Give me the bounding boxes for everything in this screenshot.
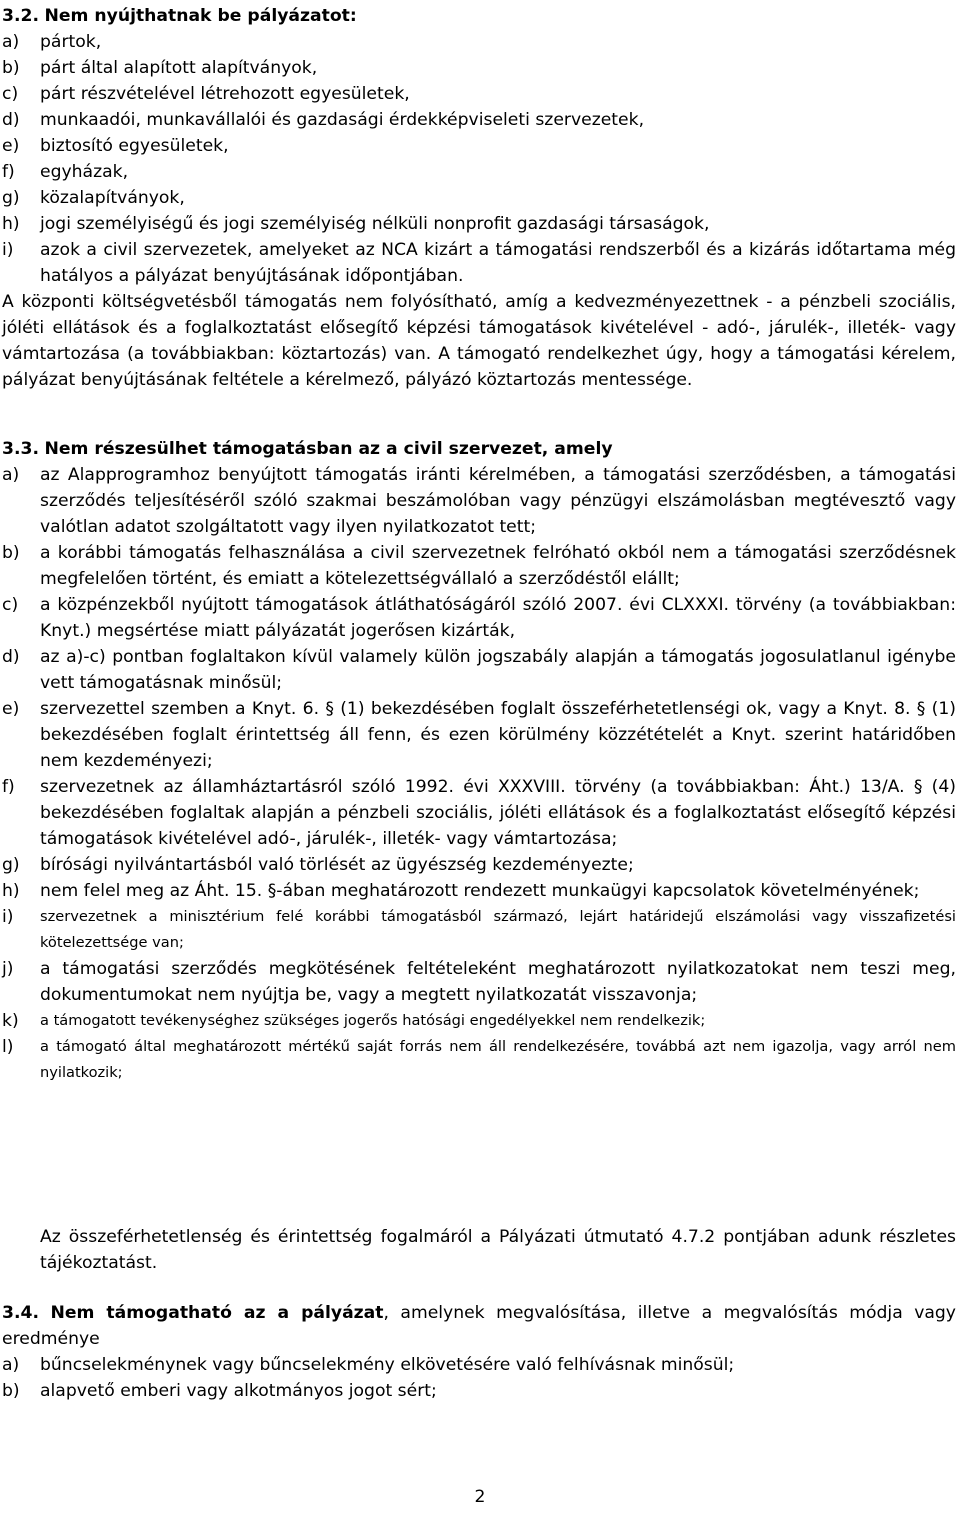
list-text: biztosító egyesületek,: [40, 136, 229, 156]
list-text: pártok,: [40, 32, 102, 52]
list-label: a): [2, 465, 20, 485]
list-text: a támogatási szerződés megkötésének feltételeként meghatározott nyilatkozatokat nem teszi meg, dokumentumokat nem nyújtja be, vagy a megtett nyilatkozatát visszavonja;: [40, 959, 956, 1005]
section-title-rest: , amelynek megvalósítása, illetve a megvalósítás módja vagy eredménye: [2, 1303, 956, 1349]
list-item: [2, 237, 956, 289]
list-label: b): [2, 543, 20, 563]
list-item: [2, 159, 956, 185]
list-item: [2, 29, 956, 55]
paragraph: A központi költségvetésből támogatás nem folyósítható, amíg a kedvezményezettnek - a pénzbeli szociális, jóléti ellátások és a foglalkoztatást elősegítő képzési támogatások kivételével - adó-, járulék-, illeték- vagy vámtartozása (a továbbiakban: köztartozás) van. A támogató rendelkezhet úgy, hogy a támogatási kérelem, pályázat benyújtásának feltétele a kérelmező, pályázó köztartozás mentessége.: [2, 292, 956, 390]
section-number: 3.4.: [2, 1303, 39, 1323]
list-label: l): [2, 1037, 14, 1057]
list-label: d): [2, 647, 20, 667]
section-number: 3.3.: [2, 439, 39, 459]
list-text: azok a civil szervezetek, amelyeket az NCA kizárt a támogatási rendszerből és a kizárás időtartama még hatályos a pályázat benyújtásának időpontjában.: [40, 240, 956, 286]
section-3-3-heading: [2, 436, 956, 462]
section-title: Nem részesülhet támogatásban az a civil szervezet, amely: [44, 439, 613, 459]
list-label: i): [2, 240, 14, 260]
list-text: szervezettel szemben a Knyt. 6. § (1) bekezdésében foglalt összeférhetetlenségi ok, vagy a Knyt. 8. § (1) bekezdésében foglalt érintettség áll fenn, és ezen körülmény közzétételét a Knyt. szerint határidőben nem kezdeményezi;: [40, 699, 956, 771]
list-text: bűncselekménynek vagy bűncselekmény elkövetésére való felhívásnak minősül;: [40, 1355, 735, 1375]
section-title: Nem nyújthatnak be pályázatot:: [44, 6, 357, 26]
list-item: [2, 774, 956, 852]
list-text: párt által alapított alapítványok,: [40, 58, 318, 78]
list-label: h): [2, 214, 20, 234]
list-item: [2, 644, 956, 696]
list-label: i): [2, 907, 14, 927]
list-label: b): [2, 58, 20, 78]
list-label: f): [2, 777, 15, 797]
list-label: c): [2, 84, 19, 104]
list-label: f): [2, 162, 15, 182]
list-text: szervezetnek az államháztartásról szóló 1992. évi XXXVIII. törvény (a továbbiakban: Áht.) 13/A. § (4) bekezdésében foglaltak alapján a pénzbeli szociális, jóléti ellátások és a foglalkoztatást elősegítő képzési támogatások kivételével adó-, járulék-, illeték- vagy vámtartozása;: [40, 777, 956, 849]
section-3-4: [2, 1300, 956, 1404]
list-text: a korábbi támogatás felhasználása a civil szervezetnek felróható okból nem a támogatási szerződésnek megfelelően történt, és emiatt a kötelezettségvállaló a szerződéstől elállt;: [40, 543, 956, 589]
list-item: [2, 81, 956, 107]
list-text: alapvető emberi vagy alkotmányos jogot sért;: [40, 1381, 437, 1401]
section-3-3: [2, 436, 956, 1086]
section-3-2: [2, 3, 956, 393]
list-item: [2, 462, 956, 540]
list-item: [2, 1378, 956, 1404]
info-paragraph: Az összeférhetetlenség és érintettség fogalmáról a Pályázati útmutató 4.7.2 pontjában adunk részletes tájékoztatást.: [40, 1227, 956, 1273]
list-text: közalapítványok,: [40, 188, 185, 208]
list-item: [2, 696, 956, 774]
section-3-4-heading: [2, 1300, 956, 1352]
list-label: k): [2, 1011, 19, 1031]
list-item: [2, 904, 956, 956]
section-number: 3.2.: [2, 6, 39, 26]
list-item: [2, 878, 956, 904]
list-text: a támogató által meghatározott mértékű saját forrás nem áll rendelkezésére, továbbá azt nem igazolja, vagy arról nem nyilatkozik;: [40, 1038, 956, 1081]
list-text: a közpénzekből nyújtott támogatások átláthatóságáról szóló 2007. évi CLXXXI. törvény (a továbbiakban: Knyt.) megsértése miatt pályázatát jogerősen kizárták,: [40, 595, 956, 641]
list-item: [2, 1352, 956, 1378]
list-item: [2, 1034, 956, 1086]
list-text: az a)-c) pontban foglaltakon kívül valamely külön jogszabály alapján a támogatás jogosulatlanul igénybe vett támogatásnak minősül;: [40, 647, 956, 693]
list-item: [2, 1008, 956, 1034]
list-label: d): [2, 110, 20, 130]
list-item: [2, 55, 956, 81]
list-item: [2, 956, 956, 1008]
page-number: 2: [474, 1487, 486, 1507]
list-text: munkaadói, munkavállalói és gazdasági érdekképviseleti szervezetek,: [40, 110, 645, 130]
list-text: jogi személyiségű és jogi személyiség nélküli nonprofit gazdasági társaságok,: [40, 214, 710, 234]
list-text: szervezetnek a minisztérium felé korábbi támogatásból származó, lejárt határidejű elszámolási vagy visszafizetési kötelezettsége van;: [40, 908, 956, 951]
section-3-2-heading: [2, 3, 956, 29]
list-label: e): [2, 136, 20, 156]
list-text: a támogatott tevékenységhez szükséges jogerős hatósági engedélyekkel nem rendelkezik;: [40, 1012, 706, 1029]
list-item: [2, 211, 956, 237]
list-label: a): [2, 32, 20, 52]
list-item: [2, 592, 956, 644]
list-item: [2, 852, 956, 878]
list-text: bírósági nyilvántartásból való törlését az ügyészség kezdeményezte;: [40, 855, 634, 875]
list-label: a): [2, 1355, 20, 1375]
list-label: g): [2, 188, 20, 208]
list-label: h): [2, 881, 20, 901]
list-text: egyházak,: [40, 162, 129, 182]
list-item: [2, 185, 956, 211]
list-text: nem felel meg az Áht. 15. §-ában meghatározott rendezett munkaügyi kapcsolatok követelményének;: [40, 881, 920, 901]
list-item: [2, 133, 956, 159]
list-text: az Alapprogramhoz benyújtott támogatás iránti kérelmében, a támogatási szerződésben, a támogatási szerződés teljesítéséről szóló szakmai beszámolóban vagy pénzügyi elszámolásban megtévesztő vagy valótlan adatot szolgáltatott vagy ilyen nyilatkozatot tett;: [40, 465, 956, 537]
list-label: e): [2, 699, 20, 719]
list-item: [2, 107, 956, 133]
list-label: b): [2, 1381, 20, 1401]
list-item: [2, 540, 956, 592]
section-title: Nem támogatható az a pályázat: [50, 1303, 384, 1323]
list-label: c): [2, 595, 19, 615]
list-text: párt részvételével létrehozott egyesületek,: [40, 84, 410, 104]
list-label: g): [2, 855, 20, 875]
list-label: j): [2, 959, 14, 979]
